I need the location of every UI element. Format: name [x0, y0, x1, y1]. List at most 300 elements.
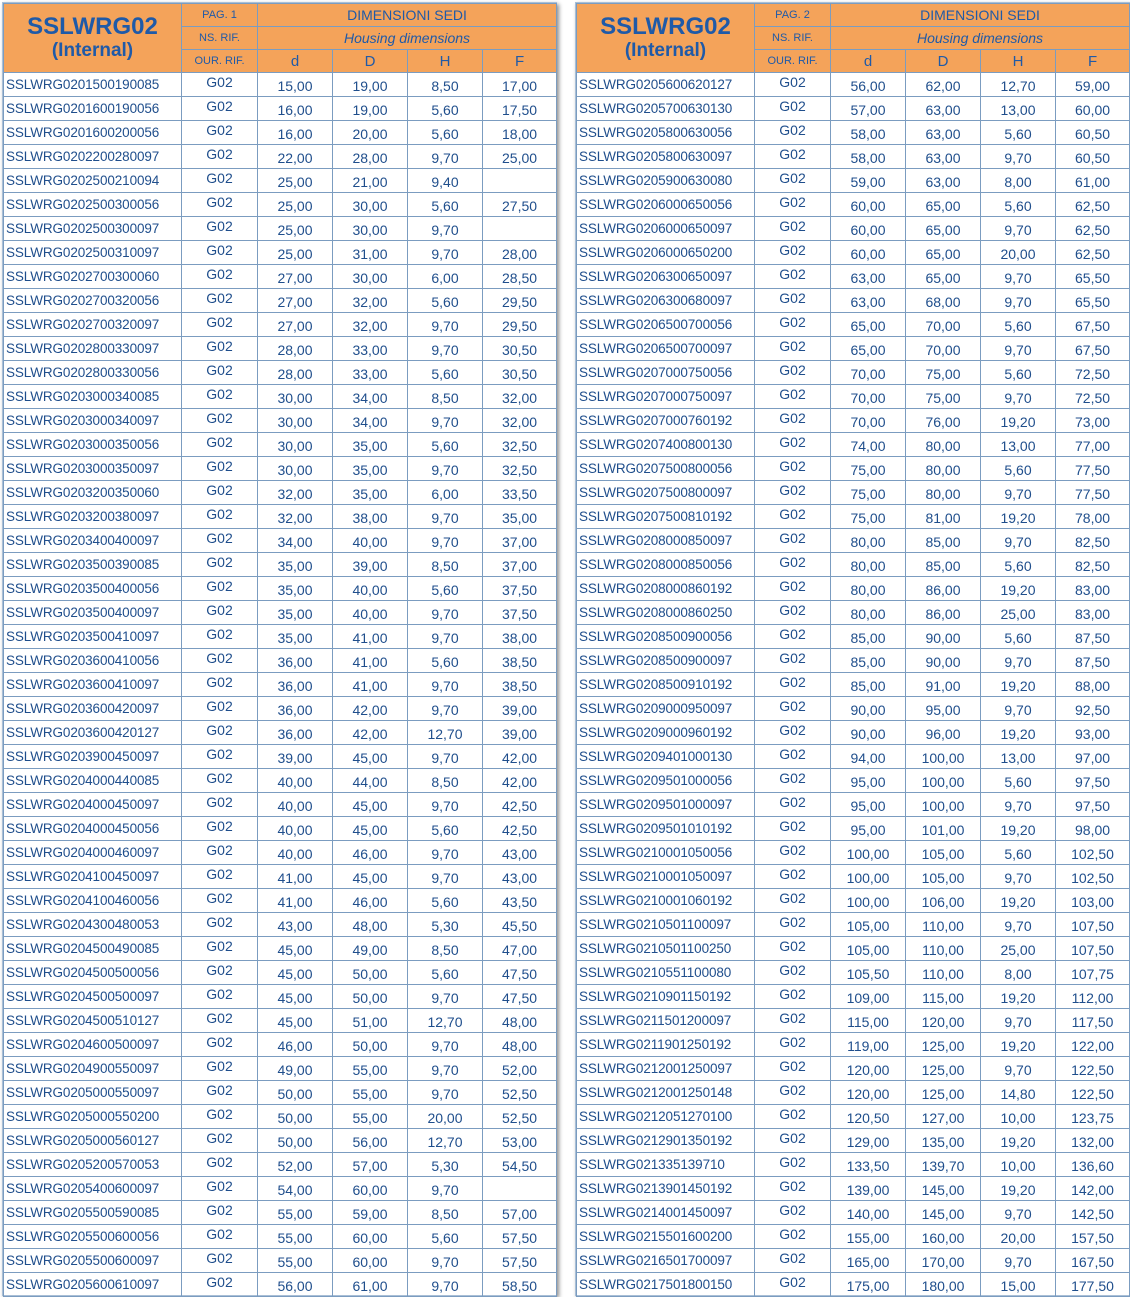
d-value-cell: 90,00: [831, 697, 906, 721]
part-code-cell: SSLWRG0203600420097: [4, 697, 182, 721]
d-value-cell: 85,00: [831, 649, 906, 673]
D-value-cell: 139,70: [906, 1153, 981, 1177]
table-row: [4, 289, 557, 313]
ref-cell: G02: [755, 457, 831, 481]
table-row: [577, 817, 1130, 841]
D-value-cell: 56,00: [333, 1129, 408, 1153]
part-code-cell: SSLWRG0202500210094: [4, 169, 182, 193]
table-row: [4, 457, 557, 481]
ref-cell: G02: [755, 961, 831, 985]
d-value-cell: 16,00: [258, 97, 333, 121]
table-row: [4, 337, 557, 361]
table-row: [577, 673, 1130, 697]
H-value-cell: 12,70: [408, 721, 483, 745]
ref-cell: G02: [182, 217, 258, 241]
ref-cell: G02: [182, 121, 258, 145]
F-value-cell: 97,50: [1056, 769, 1130, 793]
table-row: [577, 1177, 1130, 1201]
F-value-cell: 37,00: [483, 553, 557, 577]
D-value-cell: 42,00: [333, 721, 408, 745]
ref-cell: G02: [755, 745, 831, 769]
dimensions-title: DIMENSIONI SEDI: [831, 4, 1130, 27]
F-value-cell: 28,00: [483, 241, 557, 265]
D-value-cell: 68,00: [906, 289, 981, 313]
D-value-cell: 120,00: [906, 1009, 981, 1033]
F-value-cell: 82,50: [1056, 529, 1130, 553]
F-value-cell: 29,50: [483, 289, 557, 313]
D-value-cell: 39,00: [333, 553, 408, 577]
ref-cell: G02: [755, 1177, 831, 1201]
D-value-cell: 63,00: [906, 145, 981, 169]
H-value-cell: 5,60: [408, 817, 483, 841]
part-code-cell: SSLWRG0203900450097: [4, 745, 182, 769]
D-value-cell: 21,00: [333, 169, 408, 193]
part-code-cell: SSLWRG0204600500097: [4, 1033, 182, 1057]
F-value-cell: 87,50: [1056, 625, 1130, 649]
table-row: [4, 1153, 557, 1177]
table-row: [4, 841, 557, 865]
ref-cell: G02: [755, 1225, 831, 1249]
H-value-cell: 10,00: [981, 1105, 1056, 1129]
F-value-cell: 65,50: [1056, 265, 1130, 289]
table-row: [4, 697, 557, 721]
D-value-cell: 90,00: [906, 625, 981, 649]
d-value-cell: 40,00: [258, 817, 333, 841]
D-value-cell: 80,00: [906, 481, 981, 505]
page-label: PAG. 2: [755, 4, 831, 27]
d-value-cell: 120,00: [831, 1081, 906, 1105]
D-value-cell: 40,00: [333, 529, 408, 553]
F-value-cell: 43,50: [483, 889, 557, 913]
table-row: [577, 193, 1130, 217]
D-value-cell: 35,00: [333, 433, 408, 457]
table-row: [4, 577, 557, 601]
table-row: [4, 505, 557, 529]
table-row: [4, 1129, 557, 1153]
ref-cell: G02: [755, 1129, 831, 1153]
table-body: [4, 73, 557, 1297]
ref-cell: G02: [755, 553, 831, 577]
D-value-cell: 91,00: [906, 673, 981, 697]
ref-cell: G02: [755, 241, 831, 265]
part-code-cell: SSLWRG0210551100080: [577, 961, 755, 985]
part-code-cell: SSLWRG0207500810192: [577, 505, 755, 529]
part-code-cell: SSLWRG0203500400097: [4, 601, 182, 625]
table-row: [577, 289, 1130, 313]
d-value-cell: 43,00: [258, 913, 333, 937]
table-row: [577, 793, 1130, 817]
table-row: [577, 649, 1130, 673]
D-value-cell: 59,00: [333, 1201, 408, 1225]
part-code-cell: SSLWRG0212001250148: [577, 1081, 755, 1105]
table-row: [577, 913, 1130, 937]
table-row: [577, 241, 1130, 265]
D-value-cell: 55,00: [333, 1105, 408, 1129]
D-value-cell: 63,00: [906, 169, 981, 193]
H-value-cell: 9,70: [408, 241, 483, 265]
d-value-cell: 109,00: [831, 985, 906, 1009]
part-code-cell: SSLWRG0202700320097: [4, 313, 182, 337]
H-value-cell: 8,50: [408, 553, 483, 577]
H-value-cell: 19,20: [981, 721, 1056, 745]
column-header-F: F: [483, 50, 557, 73]
D-value-cell: 34,00: [333, 409, 408, 433]
table-row: [4, 313, 557, 337]
d-value-cell: 133,50: [831, 1153, 906, 1177]
H-value-cell: 9,70: [408, 457, 483, 481]
column-header-H: H: [408, 50, 483, 73]
ref-cell: G02: [755, 601, 831, 625]
H-value-cell: 9,70: [408, 865, 483, 889]
D-value-cell: 50,00: [333, 985, 408, 1009]
product-type-subtitle: (Internal): [624, 40, 707, 61]
D-value-cell: 80,00: [906, 433, 981, 457]
table-row: [577, 1129, 1130, 1153]
ref-cell: G02: [182, 409, 258, 433]
ref-cell: G02: [755, 1105, 831, 1129]
F-value-cell: 97,00: [1056, 745, 1130, 769]
H-value-cell: 5,60: [408, 97, 483, 121]
H-value-cell: 9,70: [408, 1081, 483, 1105]
H-value-cell: 5,60: [408, 289, 483, 313]
F-value-cell: 37,50: [483, 601, 557, 625]
part-code-cell: SSLWRG0205500600056: [4, 1225, 182, 1249]
part-code-cell: SSLWRG0206300680097: [577, 289, 755, 313]
part-code-cell: SSLWRG0204900550097: [4, 1057, 182, 1081]
d-value-cell: 120,00: [831, 1057, 906, 1081]
d-value-cell: 55,00: [258, 1201, 333, 1225]
table-row: [4, 1273, 557, 1297]
H-value-cell: 8,50: [408, 769, 483, 793]
table-row: [4, 97, 557, 121]
table-row: [577, 841, 1130, 865]
ref-cell: G02: [182, 241, 258, 265]
H-value-cell: 8,50: [408, 937, 483, 961]
ref-cell: G02: [182, 961, 258, 985]
ref-cell: G02: [755, 985, 831, 1009]
D-value-cell: 46,00: [333, 889, 408, 913]
F-value-cell: 77,50: [1056, 481, 1130, 505]
part-code-cell: SSLWRG0204500490085: [4, 937, 182, 961]
part-code-cell: SSLWRG0204300480053: [4, 913, 182, 937]
H-value-cell: 9,70: [408, 1249, 483, 1273]
d-value-cell: 75,00: [831, 457, 906, 481]
table-row: [577, 1225, 1130, 1249]
d-value-cell: 36,00: [258, 649, 333, 673]
d-value-cell: 35,00: [258, 625, 333, 649]
F-value-cell: 57,50: [483, 1225, 557, 1249]
H-value-cell: 9,70: [408, 793, 483, 817]
part-code-cell: SSLWRG0203500400056: [4, 577, 182, 601]
ref-cell: G02: [182, 745, 258, 769]
F-value-cell: 122,50: [1056, 1057, 1130, 1081]
part-code-cell: SSLWRG0212001250097: [577, 1057, 755, 1081]
F-value-cell: 47,50: [483, 985, 557, 1009]
part-code-cell: SSLWRG0207500800056: [577, 457, 755, 481]
d-value-cell: 65,00: [831, 313, 906, 337]
H-value-cell: 5,60: [981, 361, 1056, 385]
D-value-cell: 28,00: [333, 145, 408, 169]
H-value-cell: 9,70: [981, 337, 1056, 361]
F-value-cell: 18,00: [483, 121, 557, 145]
ref-cell: G02: [755, 1057, 831, 1081]
d-value-cell: 100,00: [831, 865, 906, 889]
ns-rif-label: NS. RIF.: [182, 27, 258, 50]
D-value-cell: 45,00: [333, 865, 408, 889]
d-value-cell: 105,00: [831, 913, 906, 937]
H-value-cell: 13,00: [981, 745, 1056, 769]
H-value-cell: 19,20: [981, 985, 1056, 1009]
table-row: [577, 553, 1130, 577]
F-value-cell: 98,00: [1056, 817, 1130, 841]
d-value-cell: 25,00: [258, 193, 333, 217]
part-code-cell: SSLWRG0210001060192: [577, 889, 755, 913]
H-value-cell: 13,00: [981, 433, 1056, 457]
H-value-cell: 9,70: [408, 1273, 483, 1297]
ref-cell: G02: [755, 529, 831, 553]
D-value-cell: 19,00: [333, 97, 408, 121]
part-code-cell: SSLWRG0211901250192: [577, 1033, 755, 1057]
table-row: [577, 1105, 1130, 1129]
table-title: [4, 4, 182, 73]
d-value-cell: 50,00: [258, 1105, 333, 1129]
F-value-cell: 83,00: [1056, 577, 1130, 601]
H-value-cell: 9,70: [408, 625, 483, 649]
part-code-cell: SSLWRG0211501200097: [577, 1009, 755, 1033]
part-code-cell: SSLWRG0203200380097: [4, 505, 182, 529]
part-code-cell: SSLWRG0209000960192: [577, 721, 755, 745]
F-value-cell: 57,50: [483, 1249, 557, 1273]
table-row: [577, 169, 1130, 193]
F-value-cell: 60,50: [1056, 145, 1130, 169]
D-value-cell: 48,00: [333, 913, 408, 937]
H-value-cell: 9,70: [408, 217, 483, 241]
D-value-cell: 101,00: [906, 817, 981, 841]
H-value-cell: 13,00: [981, 97, 1056, 121]
H-value-cell: 9,70: [408, 145, 483, 169]
ref-cell: G02: [182, 457, 258, 481]
part-code-cell: SSLWRG0212051270100: [577, 1105, 755, 1129]
F-value-cell: 38,50: [483, 673, 557, 697]
F-value-cell: 39,00: [483, 721, 557, 745]
D-value-cell: 125,00: [906, 1081, 981, 1105]
ref-cell: G02: [182, 889, 258, 913]
ref-cell: G02: [182, 553, 258, 577]
F-value-cell: 72,50: [1056, 361, 1130, 385]
part-code-cell: SSLWRG0201600190056: [4, 97, 182, 121]
table-row: [577, 1249, 1130, 1273]
H-value-cell: 5,60: [408, 433, 483, 457]
part-code-cell: SSLWRG0202800330097: [4, 337, 182, 361]
d-value-cell: 27,00: [258, 265, 333, 289]
D-value-cell: 95,00: [906, 697, 981, 721]
part-code-cell: SSLWRG0204000450056: [4, 817, 182, 841]
F-value-cell: 65,50: [1056, 289, 1130, 313]
F-value-cell: 67,50: [1056, 313, 1130, 337]
column-header-d: d: [258, 50, 333, 73]
d-value-cell: 95,00: [831, 817, 906, 841]
H-value-cell: 9,70: [981, 529, 1056, 553]
table-row: [4, 889, 557, 913]
D-value-cell: 70,00: [906, 337, 981, 361]
table-row: [577, 145, 1130, 169]
table-row: [4, 817, 557, 841]
ref-cell: G02: [182, 913, 258, 937]
page-label: PAG. 1: [182, 4, 258, 27]
ref-cell: G02: [182, 1009, 258, 1033]
part-code-cell: SSLWRG0204100450097: [4, 865, 182, 889]
H-value-cell: 19,20: [981, 889, 1056, 913]
d-value-cell: 139,00: [831, 1177, 906, 1201]
table-row: [577, 697, 1130, 721]
D-value-cell: 31,00: [333, 241, 408, 265]
table-row: [577, 865, 1130, 889]
H-value-cell: 19,20: [981, 409, 1056, 433]
column-header-d: d: [831, 50, 906, 73]
F-value-cell: 37,50: [483, 577, 557, 601]
H-value-cell: 12,70: [408, 1129, 483, 1153]
F-value-cell: 42,00: [483, 745, 557, 769]
H-value-cell: 19,20: [981, 817, 1056, 841]
part-code-cell: SSLWRG0205000550097: [4, 1081, 182, 1105]
table-row: [4, 937, 557, 961]
d-value-cell: 55,00: [258, 1249, 333, 1273]
H-value-cell: 9,70: [981, 913, 1056, 937]
F-value-cell: 61,00: [1056, 169, 1130, 193]
F-value-cell: 62,50: [1056, 241, 1130, 265]
d-value-cell: 74,00: [831, 433, 906, 457]
H-value-cell: 5,60: [981, 121, 1056, 145]
D-value-cell: 55,00: [333, 1081, 408, 1105]
table-row: [577, 265, 1130, 289]
H-value-cell: 9,70: [408, 1177, 483, 1201]
table-row: [4, 985, 557, 1009]
D-value-cell: 76,00: [906, 409, 981, 433]
d-value-cell: 36,00: [258, 697, 333, 721]
D-value-cell: 110,00: [906, 937, 981, 961]
F-value-cell: 107,75: [1056, 961, 1130, 985]
ref-cell: G02: [182, 433, 258, 457]
D-value-cell: 60,00: [333, 1225, 408, 1249]
d-value-cell: 30,00: [258, 457, 333, 481]
table-panel-page-1: [2, 2, 557, 1296]
D-value-cell: 32,00: [333, 289, 408, 313]
F-value-cell: 60,50: [1056, 121, 1130, 145]
table-row: [577, 1201, 1130, 1225]
D-value-cell: 75,00: [906, 385, 981, 409]
H-value-cell: 5,60: [408, 193, 483, 217]
table-row: [577, 409, 1130, 433]
d-value-cell: 70,00: [831, 361, 906, 385]
F-value-cell: 25,00: [483, 145, 557, 169]
table-row: [577, 601, 1130, 625]
D-value-cell: 32,00: [333, 313, 408, 337]
part-code-cell: SSLWRG0201500190085: [4, 73, 182, 97]
H-value-cell: 19,20: [981, 577, 1056, 601]
H-value-cell: 8,50: [408, 1201, 483, 1225]
d-value-cell: 85,00: [831, 673, 906, 697]
H-value-cell: 8,00: [981, 169, 1056, 193]
H-value-cell: 9,70: [408, 1033, 483, 1057]
D-value-cell: 40,00: [333, 601, 408, 625]
part-code-cell: SSLWRG0209501000056: [577, 769, 755, 793]
part-code-cell: SSLWRG0205600610097: [4, 1273, 182, 1297]
ref-cell: G02: [182, 1153, 258, 1177]
F-value-cell: 35,00: [483, 505, 557, 529]
F-value-cell: 48,00: [483, 1009, 557, 1033]
table-row: [4, 265, 557, 289]
D-value-cell: 65,00: [906, 241, 981, 265]
H-value-cell: 9,70: [981, 265, 1056, 289]
table-row: [4, 1105, 557, 1129]
H-value-cell: 9,70: [981, 385, 1056, 409]
d-value-cell: 100,00: [831, 889, 906, 913]
d-value-cell: 30,00: [258, 433, 333, 457]
D-value-cell: 41,00: [333, 625, 408, 649]
table-row: [577, 433, 1130, 457]
ref-cell: G02: [755, 505, 831, 529]
table-row: [4, 601, 557, 625]
part-code-cell: SSLWRG0204000460097: [4, 841, 182, 865]
d-value-cell: 75,00: [831, 505, 906, 529]
ref-cell: G02: [755, 1033, 831, 1057]
F-value-cell: 27,50: [483, 193, 557, 217]
dimensions-subtitle: Housing dimensions: [258, 27, 557, 50]
table-row: [4, 433, 557, 457]
H-value-cell: 9,70: [408, 1057, 483, 1081]
D-value-cell: 61,00: [333, 1273, 408, 1297]
part-code-cell: SSLWRG0210901150192: [577, 985, 755, 1009]
F-value-cell: 83,00: [1056, 601, 1130, 625]
ref-cell: G02: [755, 865, 831, 889]
ref-cell: G02: [182, 769, 258, 793]
F-value-cell: 77,50: [1056, 457, 1130, 481]
table-row: [577, 97, 1130, 121]
part-code-cell: SSLWRG0202800330056: [4, 361, 182, 385]
table-row: [4, 1225, 557, 1249]
H-value-cell: 20,00: [408, 1105, 483, 1129]
ref-cell: G02: [182, 841, 258, 865]
table-row: [577, 1009, 1130, 1033]
H-value-cell: 12,70: [981, 73, 1056, 97]
table-row: [4, 865, 557, 889]
table-row: [4, 385, 557, 409]
part-code-cell: SSLWRG0208000860192: [577, 577, 755, 601]
F-value-cell: 47,00: [483, 937, 557, 961]
F-value-cell: 59,00: [1056, 73, 1130, 97]
D-value-cell: 20,00: [333, 121, 408, 145]
F-value-cell: 102,50: [1056, 865, 1130, 889]
part-code-cell: SSLWRG0204500500097: [4, 985, 182, 1009]
D-value-cell: 57,00: [333, 1153, 408, 1177]
H-value-cell: 9,70: [981, 865, 1056, 889]
F-value-cell: 82,50: [1056, 553, 1130, 577]
ref-cell: G02: [182, 1225, 258, 1249]
H-value-cell: 5,60: [408, 121, 483, 145]
ref-cell: G02: [755, 1273, 831, 1297]
ref-cell: G02: [182, 505, 258, 529]
F-value-cell: 37,00: [483, 529, 557, 553]
housing-dimensions-table: [3, 3, 557, 1297]
d-value-cell: 60,00: [831, 217, 906, 241]
F-value-cell: 42,50: [483, 817, 557, 841]
F-value-cell: 52,50: [483, 1081, 557, 1105]
D-value-cell: 145,00: [906, 1177, 981, 1201]
D-value-cell: 160,00: [906, 1225, 981, 1249]
product-type-subtitle: (Internal): [51, 40, 134, 61]
ref-cell: G02: [182, 385, 258, 409]
d-value-cell: 36,00: [258, 721, 333, 745]
